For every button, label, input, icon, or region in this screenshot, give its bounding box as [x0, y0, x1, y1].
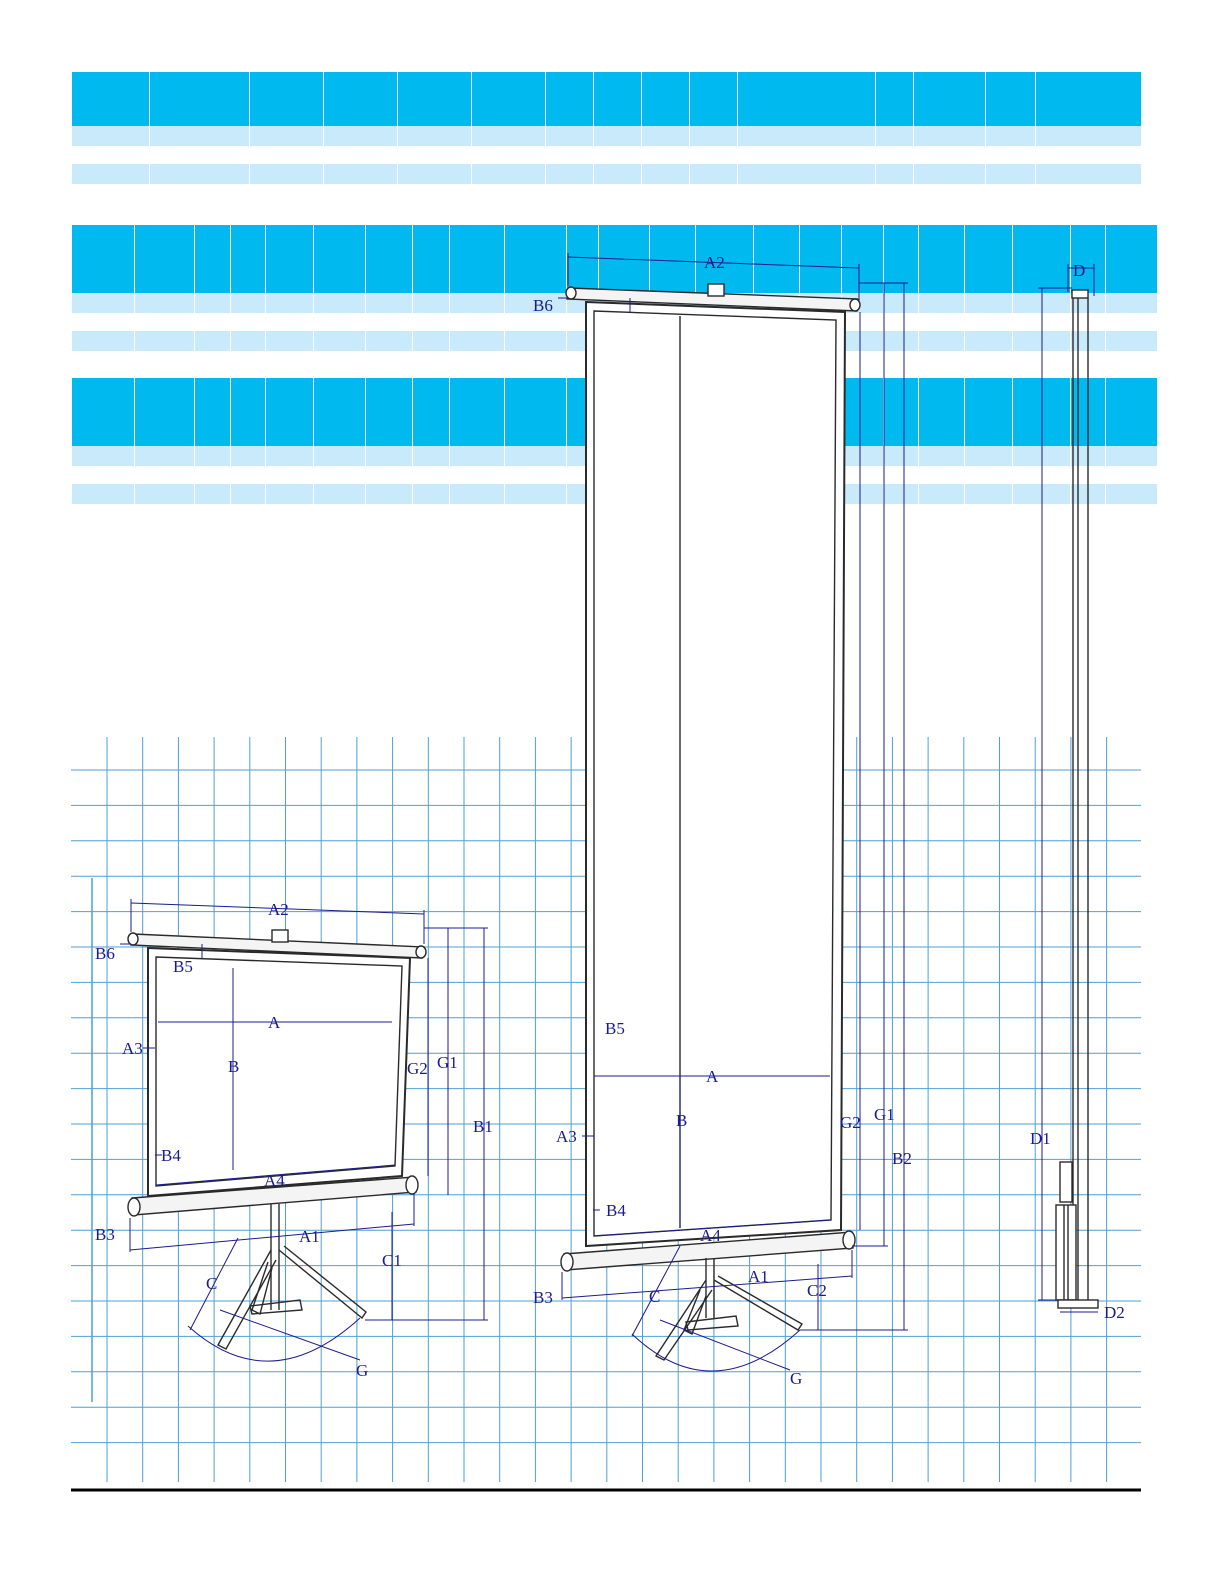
- label-A2: A2: [268, 900, 289, 919]
- label-A1: A1: [299, 1227, 320, 1246]
- label-B4: B4: [161, 1146, 181, 1165]
- label-A4: A4: [700, 1226, 721, 1245]
- label-C1: C1: [382, 1251, 402, 1270]
- label-D1: D1: [1030, 1129, 1051, 1148]
- label-B3: B3: [95, 1225, 115, 1244]
- label-G1: G1: [874, 1105, 895, 1124]
- label-C2: C2: [807, 1281, 827, 1300]
- label-B5: B5: [605, 1019, 625, 1038]
- side-view-dimensions: [1038, 264, 1098, 1312]
- label-B: B: [228, 1057, 240, 1076]
- label-A: A: [268, 1013, 281, 1032]
- label-B5: B5: [173, 957, 193, 976]
- label-A4: A4: [264, 1171, 285, 1190]
- label-B6: B6: [95, 944, 115, 963]
- label-A3: A3: [556, 1127, 577, 1146]
- label-G: G: [356, 1361, 369, 1380]
- label-G: G: [790, 1369, 803, 1388]
- label-G2: G2: [840, 1113, 861, 1132]
- label-B2: B2: [892, 1149, 912, 1168]
- label-B3: B3: [533, 1288, 553, 1307]
- label-B4: B4: [606, 1201, 626, 1220]
- label-G1: G1: [437, 1053, 458, 1072]
- label-C: C: [649, 1287, 661, 1306]
- label-A2: A2: [704, 253, 725, 272]
- label-A3: A3: [122, 1039, 143, 1058]
- label-B6: B6: [533, 296, 553, 315]
- label-B: B: [676, 1111, 688, 1130]
- label-B1: B1: [473, 1117, 493, 1136]
- label-C: C: [206, 1274, 218, 1293]
- label-D: D: [1073, 261, 1086, 280]
- label-A1: A1: [748, 1267, 769, 1286]
- label-D2: D2: [1104, 1303, 1125, 1322]
- label-G2: G2: [407, 1059, 428, 1078]
- side-view-drawing: [1056, 290, 1098, 1308]
- label-A: A: [706, 1067, 719, 1086]
